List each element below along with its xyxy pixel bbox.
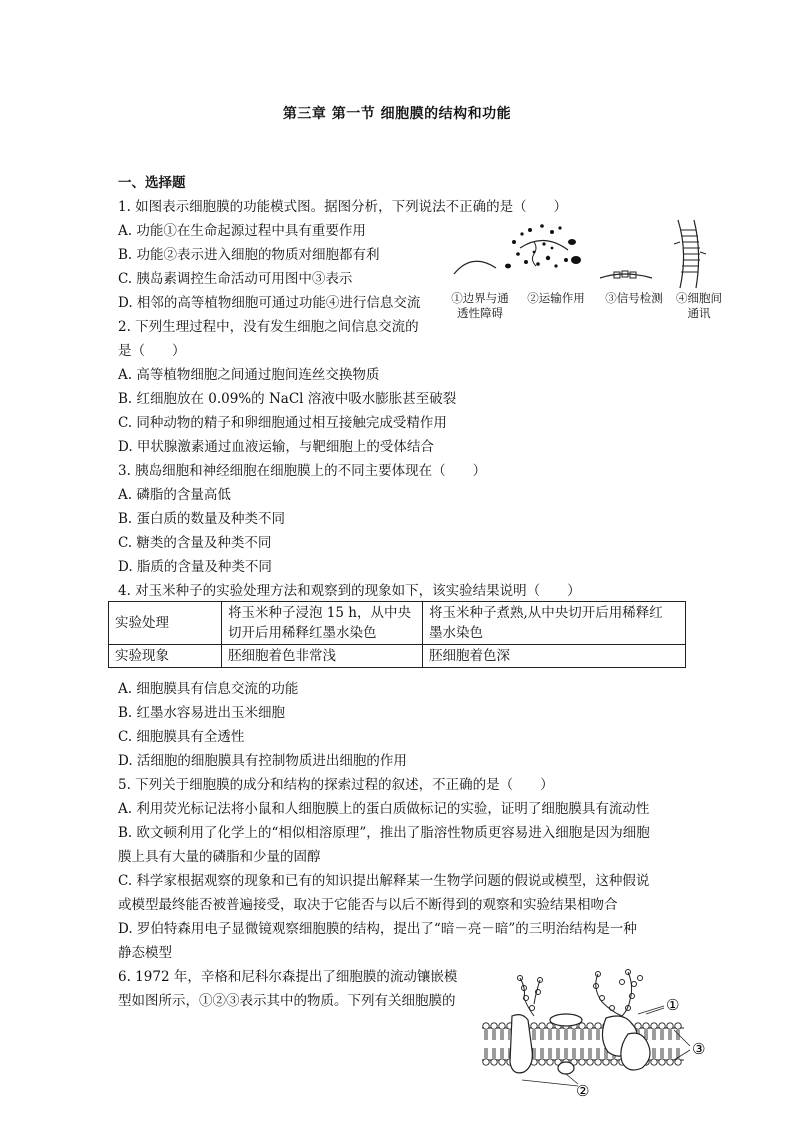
q1-option-d: D. 相邻的高等植物细胞可通过功能④进行信息交流 — [118, 295, 421, 311]
cell-communication-icon — [674, 220, 706, 288]
q1-option-c: C. 胰岛素调控生命活动可用图中③表示 — [118, 271, 353, 287]
q5-option-b-cont: 膜上具有大量的磷脂和少量的固醇 — [118, 849, 321, 865]
table-cell: 胚细胞着色深 — [423, 645, 686, 668]
q5-option-b: B. 欧文顿利用了化学上的“相似相溶原理”，推出了脂溶性物质更容易进入细胞是因为细胞 — [118, 825, 650, 841]
q2-option-a: A. 高等植物细胞之间通过胞间连丝交换物质 — [118, 367, 380, 383]
table-row — [109, 602, 686, 645]
q2-option-b: B. 红细胞放在 0.09%的 NaCl 溶液中吸水膨胀甚至破裂 — [118, 391, 457, 407]
q6-stem: 6. 1972 年，辛格和尼科尔森提出了细胞膜的流动镶嵌模 — [118, 969, 458, 985]
label-3: ③ — [692, 1040, 706, 1058]
table-cell: 实验现象 — [109, 645, 222, 668]
q4-stem: 4. 对玉米种子的实验处理方法和观察到的现象如下，该实验结果说明（ ） — [118, 583, 581, 599]
q3-option-d: D. 脂质的含量及种类不同 — [118, 559, 272, 575]
q3-option-c: C. 糖类的含量及种类不同 — [118, 535, 272, 551]
table-cell: 实验处理 — [109, 602, 222, 645]
signal-detection-icon — [600, 271, 652, 278]
table-cell: 将玉米种子煮熟,从中央切开后用稀释红 墨水染色 — [423, 602, 686, 645]
figure-caption-1: ①边界与通 透性障碍 — [451, 291, 509, 320]
q5-option-d-cont: 静态模型 — [118, 945, 172, 961]
q5-stem: 5. 下列关于细胞膜的成分和结构的探索过程的叙述，不正确的是（ ） — [118, 777, 554, 793]
transport-icon — [505, 224, 581, 268]
label-1: ① — [666, 996, 680, 1014]
q5-option-c: C. 科学家根据观察的现象和已有的知识提出解释某一生物学问题的假说或模型，这种假说 — [118, 873, 650, 889]
q4-option-c: C. 细胞膜具有全透性 — [118, 729, 245, 745]
q4-option-a: A. 细胞膜具有信息交流的功能 — [118, 681, 299, 697]
q2-stem: 2. 下列生理过程中，没有发生细胞之间信息交流的 — [118, 319, 419, 335]
glycocalyx-chains — [518, 970, 643, 1017]
table-row — [109, 645, 686, 668]
q1-option-b: B. 功能②表示进入细胞的物质对细胞都有利 — [118, 247, 380, 263]
q3-stem: 3. 胰岛细胞和神经细胞在细胞膜上的不同主要体现在（ ） — [118, 463, 487, 479]
membrane-function-figure — [448, 212, 728, 292]
q3-option-a: A. 磷脂的含量高低 — [118, 487, 231, 503]
q4-option-b: B. 红墨水容易进出玉米细胞 — [118, 705, 286, 721]
q4-option-d: D. 活细胞的细胞膜具有控制物质进出细胞的作用 — [118, 753, 407, 769]
figure-caption-4: ④细胞间 通讯 — [676, 291, 722, 320]
q3-option-b: B. 蛋白质的数量及种类不同 — [118, 511, 286, 527]
experiment-table — [108, 601, 686, 668]
section-heading: 一、选择题 — [118, 175, 186, 191]
page-title: 第三章 第一节 细胞膜的结构和功能 — [282, 106, 512, 122]
q2-stem-cont: 是（ ） — [118, 343, 186, 359]
q5-option-c-cont: 或模型最终能否被普遍接受，取决于它能否与以后不断得到的观察和实验结果相吻合 — [118, 897, 618, 913]
boundary-membrane-icon — [454, 261, 496, 274]
label-2: ② — [576, 1082, 590, 1100]
q6-stem-cont: 型如图所示，①②③表示其中的物质。下列有关细胞膜的 — [118, 993, 456, 1009]
q1-option-a: A. 功能①在生命起源过程中具有重要作用 — [118, 223, 366, 239]
table-cell: 胚细胞着色非常浅 — [222, 645, 423, 668]
q5-option-d: D. 罗伯特森用电子显微镜观察细胞膜的结构，提出了“暗－亮－暗”的三明治结构是一种 — [118, 921, 637, 937]
q2-option-c: C. 同种动物的精子和卵细胞通过相互接触完成受精作用 — [118, 415, 447, 431]
q1-stem: 1. 如图表示细胞膜的功能模式图。据图分析，下列说法不正确的是（ ） — [118, 199, 568, 215]
q2-option-d: D. 甲状腺激素通过血液运输，与靶细胞上的受体结合 — [118, 439, 434, 455]
q5-option-a: A. 利用荧光标记法将小鼠和人细胞膜上的蛋白质做标记的实验，证明了细胞膜具有流动性 — [118, 801, 650, 817]
fluid-mosaic-model-figure — [478, 964, 718, 1104]
figure-caption-2: ②运输作用 — [527, 291, 585, 305]
figure-caption-3: ③信号检测 — [605, 291, 663, 305]
table-cell: 将玉米种子浸泡 15 h，从中央 切开后用稀释红墨水染色 — [222, 602, 423, 645]
